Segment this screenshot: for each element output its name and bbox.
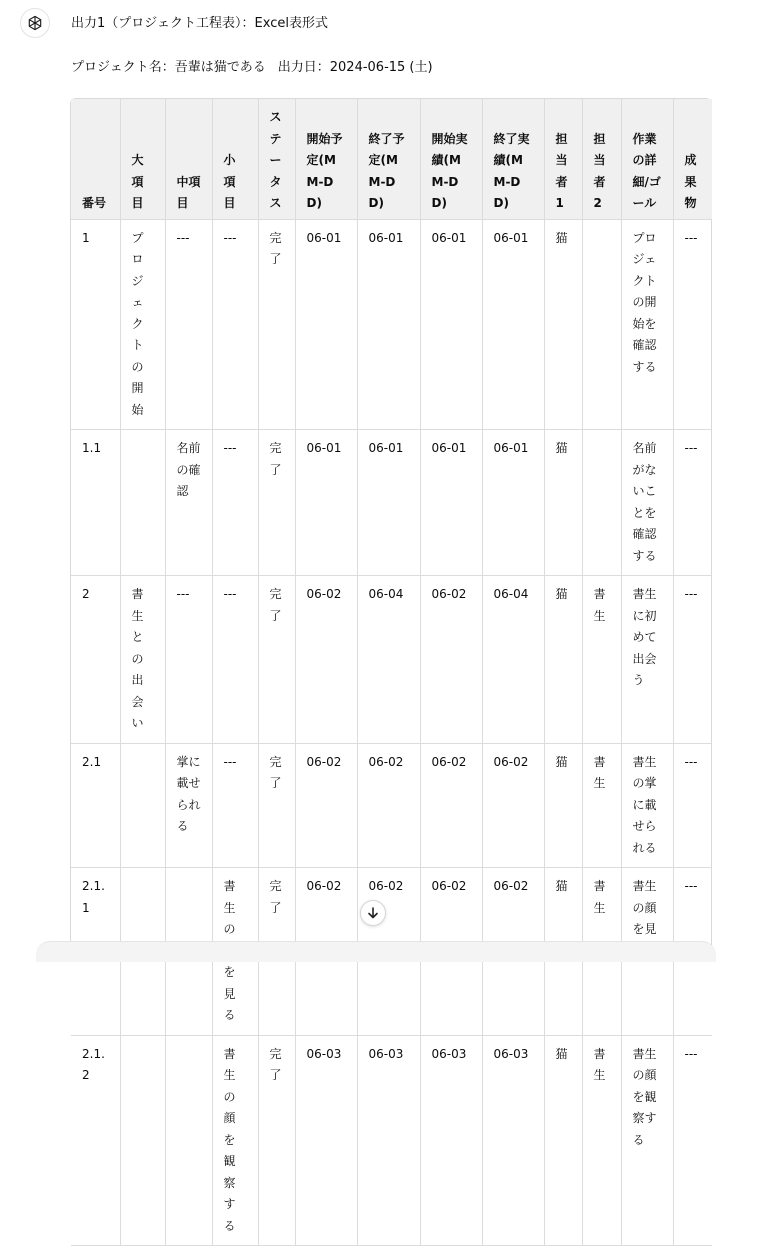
cell-middle-item: 名前の確認 — [165, 430, 212, 576]
cell-task-detail: 書生に初めて出会う — [621, 576, 673, 744]
cell-deliverable: --- — [673, 1035, 712, 1246]
cell-planned-start: 06-02 — [295, 576, 357, 744]
cell-number: 1.1 — [71, 430, 120, 576]
cell-planned-end: 06-03 — [357, 1035, 420, 1246]
cell-assignee-1: 猫 — [544, 868, 582, 1036]
openai-logo-icon — [26, 14, 44, 32]
cell-planned-start: 06-01 — [295, 219, 357, 430]
cell-assignee-1: 猫 — [544, 219, 582, 430]
scroll-to-bottom-button[interactable] — [360, 900, 386, 926]
header-number: 番号 — [71, 99, 120, 219]
cell-planned-end: 06-01 — [357, 219, 420, 430]
table-row — [71, 1035, 712, 1246]
cell-planned-start: 06-02 — [295, 743, 357, 868]
cell-assignee-1: 猫 — [544, 1035, 582, 1246]
table-row — [71, 576, 712, 744]
cell-middle-item: --- — [165, 576, 212, 744]
cell-task-detail: 書生の顔を見 — [621, 868, 673, 1036]
cell-minor-item: --- — [212, 743, 258, 868]
cell-assignee-1: 猫 — [544, 743, 582, 868]
cell-planned-start: 06-03 — [295, 1035, 357, 1246]
header-planned-end: 終了予定(MM-DD) — [357, 99, 420, 219]
header-status: ステータス — [258, 99, 295, 219]
header-major-item: 大項目 — [120, 99, 165, 219]
message-composer[interactable] — [36, 941, 716, 962]
cell-assignee-2 — [582, 430, 621, 576]
cell-actual-start: 06-01 — [420, 219, 482, 430]
project-name-label: プロジェクト名：吾輩は猫である — [71, 60, 266, 75]
cell-actual-end: 06-02 — [482, 868, 544, 1036]
cell-deliverable: --- — [673, 430, 712, 576]
cell-assignee-2: 書生 — [582, 868, 621, 1036]
cell-assignee-1: 猫 — [544, 576, 582, 744]
cell-status: 完了 — [258, 576, 295, 744]
cell-minor-item: 書生の を見る — [212, 868, 258, 1036]
cell-assignee-1: 猫 — [544, 430, 582, 576]
cell-task-detail: 書生の掌に載せられる — [621, 743, 673, 868]
table-row — [71, 430, 712, 576]
cell-planned-start: 06-02 — [295, 868, 357, 1036]
cell-planned-end: 06-01 — [357, 430, 420, 576]
cell-middle-item: --- — [165, 219, 212, 430]
cell-number: 2.1.1 — [71, 868, 120, 1036]
cell-planned-end: 06-04 — [357, 576, 420, 744]
cell-planned-end: 06-02 — [357, 743, 420, 868]
cell-status: 完了 — [258, 1035, 295, 1246]
header-middle-item: 中項目 — [165, 99, 212, 219]
cell-major-item — [120, 1035, 165, 1246]
cell-actual-end: 06-01 — [482, 430, 544, 576]
project-info-line — [71, 59, 433, 77]
header-deliverable: 成果物 — [673, 99, 712, 219]
header-task-detail: 作業の詳細/ゴール — [621, 99, 673, 219]
cell-planned-start: 06-01 — [295, 430, 357, 576]
cell-status: 完了 — [258, 430, 295, 576]
cell-actual-end: 06-03 — [482, 1035, 544, 1246]
cell-status: 完了 — [258, 743, 295, 868]
cell-planned-end: 06-02 — [357, 868, 420, 1036]
cell-actual-start: 06-02 — [420, 868, 482, 1036]
header-assignee-1: 担当者1 — [544, 99, 582, 219]
cell-number: 2.1 — [71, 743, 120, 868]
header-minor-item: 小項目 — [212, 99, 258, 219]
cell-minor-item: 書生の顔を観察する — [212, 1035, 258, 1246]
cell-major-item — [120, 743, 165, 868]
assistant-avatar — [20, 8, 50, 38]
cell-status: 完了 — [258, 219, 295, 430]
cell-actual-start: 06-02 — [420, 743, 482, 868]
arrow-down-icon — [366, 906, 380, 920]
cell-minor-item: --- — [212, 430, 258, 576]
schedule-table — [71, 99, 712, 1246]
cell-major-item: プロジェクトの開始 — [120, 219, 165, 430]
cell-assignee-2: 書生 — [582, 576, 621, 744]
table-row — [71, 219, 712, 430]
cell-number: 2 — [71, 576, 120, 744]
header-actual-end: 終了実績(MM-DD) — [482, 99, 544, 219]
table-header-row — [71, 99, 712, 219]
cell-middle-item: 掌に載せられる — [165, 743, 212, 868]
cell-deliverable: --- — [673, 219, 712, 430]
message-title: 出力1（プロジェクト工程表）：Excel表形式 — [71, 16, 328, 31]
cell-actual-start: 06-03 — [420, 1035, 482, 1246]
header-planned-start: 開始予定(MM-DD) — [295, 99, 357, 219]
cell-actual-start: 06-02 — [420, 576, 482, 744]
cell-deliverable: --- — [673, 576, 712, 744]
cell-major-item — [120, 430, 165, 576]
cell-deliverable: --- — [673, 868, 712, 1036]
cell-status: 完了 — [258, 868, 295, 1036]
cell-deliverable: --- — [673, 743, 712, 868]
cell-assignee-2 — [582, 219, 621, 430]
cell-task-detail: プロジェクトの開始を確認する — [621, 219, 673, 430]
cell-middle-item — [165, 1035, 212, 1246]
cell-minor-item: --- — [212, 576, 258, 744]
output-date-label: 出力日：2024-06-15 (土) — [277, 60, 433, 75]
header-assignee-2: 担当者2 — [582, 99, 621, 219]
header-actual-start: 開始実績(MM-DD) — [420, 99, 482, 219]
cell-actual-start: 06-01 — [420, 430, 482, 576]
cell-actual-end: 06-02 — [482, 743, 544, 868]
cell-assignee-2: 書生 — [582, 743, 621, 868]
cell-number: 2.1.2 — [71, 1035, 120, 1246]
cell-major-item: 書生との出会い — [120, 576, 165, 744]
schedule-table-container — [70, 98, 712, 1233]
cell-actual-end: 06-04 — [482, 576, 544, 744]
cell-actual-end: 06-01 — [482, 219, 544, 430]
cell-minor-item: --- — [212, 219, 258, 430]
cell-assignee-2: 書生 — [582, 1035, 621, 1246]
cell-task-detail: 書生の顔を観察する — [621, 1035, 673, 1246]
cell-task-detail: 名前がないことを確認する — [621, 430, 673, 576]
cell-number: 1 — [71, 219, 120, 430]
table-row — [71, 743, 712, 868]
